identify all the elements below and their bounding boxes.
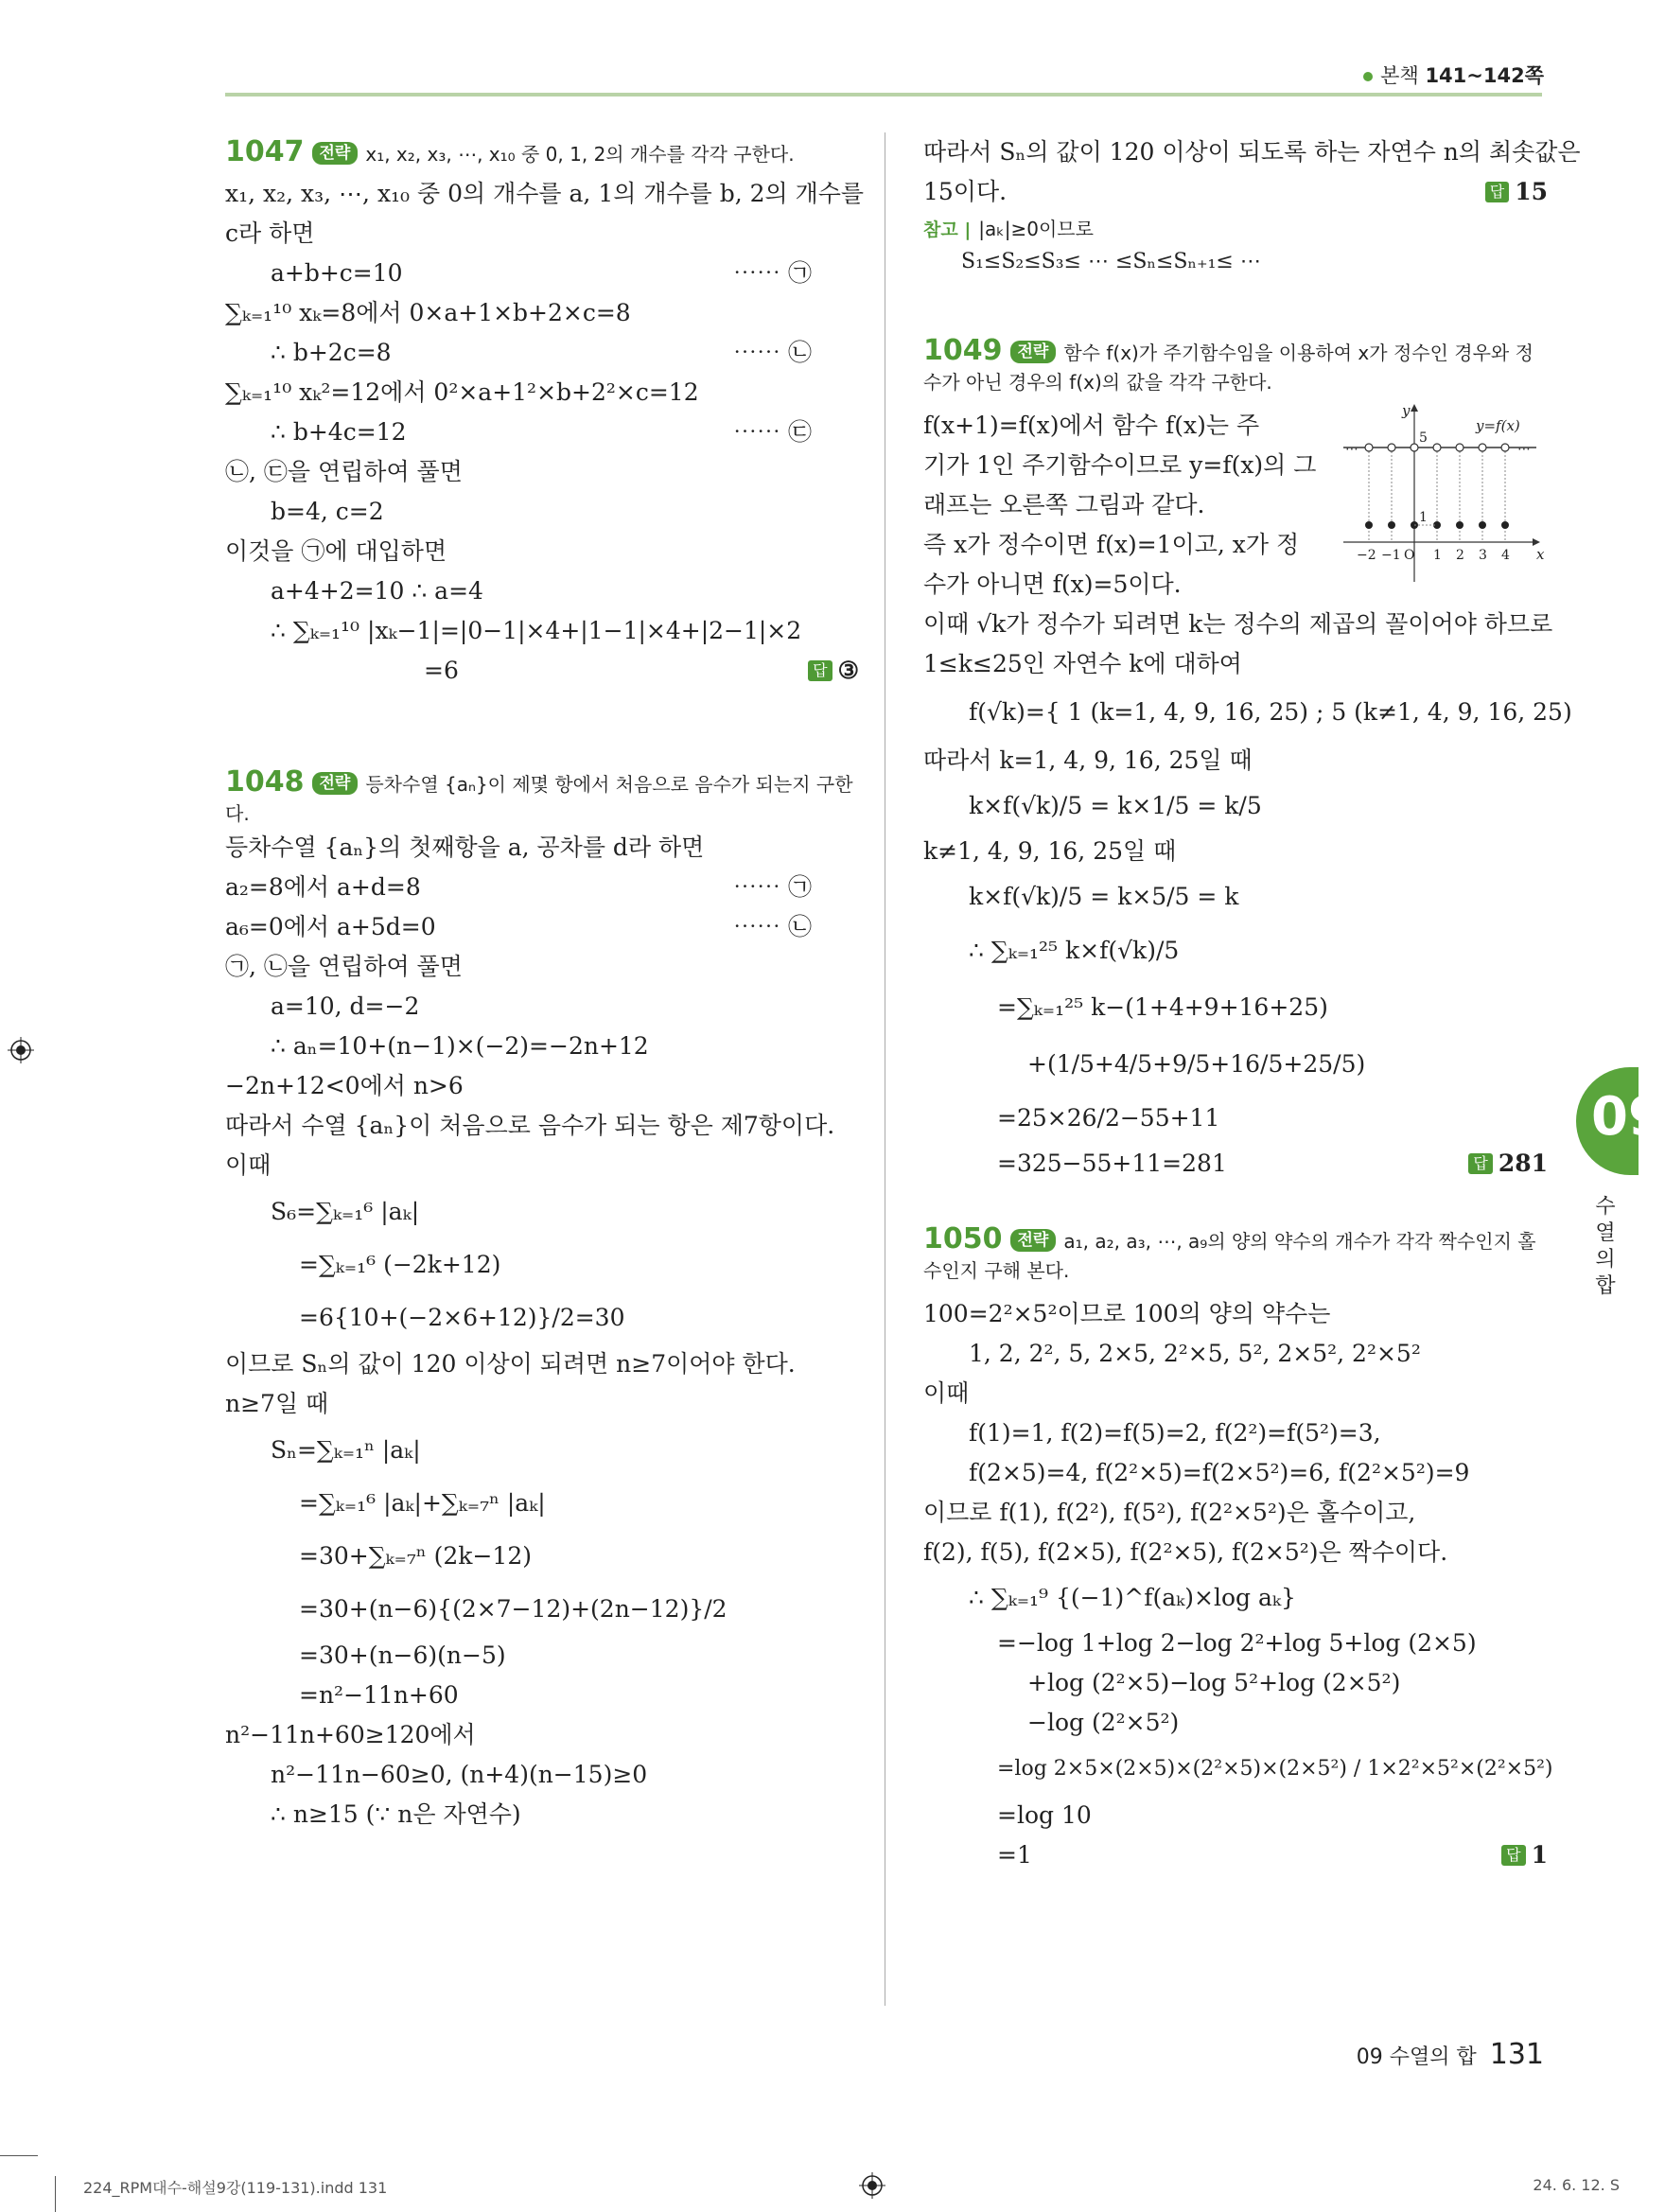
header-pages: 141~142쪽 xyxy=(1425,64,1544,87)
strategy-tag: 전략 xyxy=(312,772,359,795)
strategy-text: 함수 f(x)가 주기함수임을 이용하여 x가 정수인 경우와 정수가 아닌 경우의 f(x)의 값을 각각 구한다. xyxy=(923,342,1534,394)
registration-mark-icon xyxy=(8,1037,34,1063)
x-axis-label: x xyxy=(1536,546,1545,563)
solution-line: x₁, x₂, x₃, ⋯, x₁₀ 중 0의 개수를 a, 1의 개수를 b, 2의 개수를 xyxy=(225,180,865,207)
solution-line: 100=2²×5²이므로 100의 양의 약수는 xyxy=(923,1300,1331,1327)
solution-line: =−log 1+log 2−log 2²+log 5+log (2×5) xyxy=(997,1629,1477,1657)
answer-badge: 답 281 xyxy=(1468,1144,1548,1184)
curve-label: y=f(x) xyxy=(1476,417,1520,434)
solution-line: =log 10 xyxy=(997,1801,1092,1829)
filled-dot xyxy=(1365,521,1373,529)
page-footer xyxy=(1357,2038,1544,2071)
problem-1048-heading xyxy=(225,765,859,828)
solution-line: f(x+1)=f(x)에서 함수 f(x)는 주 xyxy=(923,412,1260,439)
solution-line: f(2×5)=4, f(2²×5)=f(2×5²)=6, f(2²×5²)=9 xyxy=(969,1459,1470,1486)
solution-line: k≠1, 4, 9, 16, 25일 때 xyxy=(923,837,1177,865)
strategy-text: a₁, a₂, a₃, ⋯, a₉의 양의 약수의 개수가 각각 짝수인지 홀수인지 구해 본다. xyxy=(923,1230,1536,1282)
solution-line: S₆=∑ₖ₌₁⁶ |aₖ| xyxy=(271,1198,420,1225)
x-tick-label: −1 xyxy=(1381,548,1401,563)
answer-badge: 답 ③ xyxy=(808,651,859,691)
solution-line: =25×26/2−55+11 xyxy=(997,1104,1220,1132)
solution-line: Sₙ=∑ₖ₌₁ⁿ |aₖ| xyxy=(271,1436,421,1464)
equation-mark: ⋯⋯ ㉠ xyxy=(733,873,812,901)
page-header xyxy=(1363,61,1544,89)
strategy-tag: 전략 xyxy=(312,142,359,165)
solution-line: c라 하면 xyxy=(225,219,315,247)
registration-mark-icon xyxy=(859,2172,885,2199)
solution-line: =30+(n−6)(n−5) xyxy=(299,1641,506,1669)
solution-line: −log (2²×5²) xyxy=(1027,1709,1180,1736)
x-tick-label: 4 xyxy=(1501,548,1510,563)
x-tick-label: 1 xyxy=(1433,548,1442,563)
note-label: 참고 | xyxy=(923,219,972,240)
x-axis-arrow xyxy=(1533,538,1540,546)
problem-number: 1049 xyxy=(923,334,1003,367)
open-dot xyxy=(1479,444,1486,451)
solution-line: ㉡, ㉢을 연립하여 풀면 xyxy=(225,458,463,485)
solution-line: 등차수열 {aₙ}의 첫째항을 a, 공차를 d라 하면 xyxy=(225,834,705,861)
crop-mark xyxy=(55,2176,56,2212)
solution-line: ㉠, ㉡을 연립하여 풀면 xyxy=(225,953,463,980)
chapter-tab-number: 09 xyxy=(1591,1086,1665,1148)
problem-1049-heading xyxy=(923,334,1548,396)
note-line: 참고 | |aₖ|≥0이므로 xyxy=(923,218,1094,240)
answer-badge: 답 1 xyxy=(1501,1835,1548,1875)
solution-line: 이때 xyxy=(225,1151,272,1179)
open-dot xyxy=(1433,444,1441,451)
note-formula: S₁≤S₂≤S₃≤ ⋯ ≤Sₙ≤Sₙ₊₁≤ ⋯ xyxy=(961,250,1261,273)
open-dot xyxy=(1411,444,1418,451)
page-number: 131 xyxy=(1489,2038,1544,2071)
solution-line: 따라서 k=1, 4, 9, 16, 25일 때 xyxy=(923,746,1253,774)
solution-line: =30+(n−6){(2×7−12)+(2n−12)}/2 xyxy=(299,1595,727,1623)
solution-line: ∴ n≥15 (∵ n은 자연수) xyxy=(271,1800,521,1828)
header-section: 본책 xyxy=(1380,64,1419,87)
solution-line: a₂=8에서 a+d=8 ⋯⋯ ㉠ xyxy=(225,868,859,907)
x-tick-label: −2 xyxy=(1357,548,1376,563)
problem-number: 1048 xyxy=(225,765,305,799)
answer-badge: 답 15 xyxy=(1485,172,1548,212)
solution-line: =30+∑ₖ₌₇ⁿ (2k−12) xyxy=(299,1542,532,1570)
solution-line: a=10, d=−2 xyxy=(271,992,420,1020)
filled-dot xyxy=(1388,521,1395,529)
solution-line: =n²−11n+60 xyxy=(299,1681,459,1709)
print-date: 24. 6. 12. S xyxy=(1533,2176,1620,2194)
solution-line: 1, 2, 2², 5, 2×5, 2²×5, 5², 2×5², 2²×5² xyxy=(969,1340,1421,1367)
chapter-tab xyxy=(1576,1067,1665,1175)
equation-mark: ⋯⋯ ㉡ xyxy=(733,339,812,366)
solution-line: =∑ₖ₌₁⁶ (−2k+12) xyxy=(299,1251,501,1278)
footer-chapter: 09 수열의 합 xyxy=(1356,2045,1477,2069)
solution-line: ∴ b+2c=8 ⋯⋯ ㉡ xyxy=(225,333,859,373)
svg-text:⋯: ⋯ xyxy=(1345,442,1358,457)
y-tick-label: 1 xyxy=(1419,510,1428,525)
solution-line: =∑ₖ₌₁⁶ |aₖ|+∑ₖ₌₇ⁿ |aₖ| xyxy=(299,1489,546,1517)
print-slug: 224_RPM대수-해설9강(119-131).indd 131 xyxy=(83,2179,388,2197)
problem-1047-heading xyxy=(225,132,859,174)
solution-line: 따라서 Sₙ의 값이 120 이상이 되도록 하는 자연수 n의 최솟값은 xyxy=(923,138,1581,166)
x-tick-label: 2 xyxy=(1456,548,1464,563)
solution-line: 이때 xyxy=(923,1379,970,1407)
solution-line: a₆=0에서 a+5d=0 ⋯⋯ ㉡ xyxy=(225,907,859,947)
solution-line: f(1)=1, f(2)=f(5)=2, f(2²)=f(5²)=3, xyxy=(969,1419,1381,1447)
solution-line: k×f(√k)/5 = k×5/5 = k xyxy=(969,883,1239,910)
solution-line: 따라서 수열 {aₙ}이 처음으로 음수가 되는 항은 제7항이다. xyxy=(225,1112,835,1139)
solution-line: 이때 √k가 정수가 되려면 k는 정수의 제곱의 꼴이어야 하므로 xyxy=(923,610,1553,638)
solution-line: 15이다. 답 15 xyxy=(923,172,1548,212)
solution-line: ∴ aₙ=10+(n−1)×(−2)=−2n+12 xyxy=(271,1032,649,1060)
equation-mark: ⋯⋯ ㉠ xyxy=(733,259,812,287)
solution-line: 이것을 ㉠에 대입하면 xyxy=(225,537,447,565)
solution-line: ∑ₖ₌₁¹⁰ xₖ²=12에서 0²×a+1²×b+2²×c=12 xyxy=(225,378,699,406)
solution-line: −2n+12<0에서 n>6 xyxy=(225,1072,464,1099)
solution-line: 이므로 f(1), f(2²), f(5²), f(2²×5²)은 홀수이고, xyxy=(923,1499,1416,1526)
solution-line: =6 답 ③ xyxy=(225,651,859,691)
solution-line: b=4, c=2 xyxy=(271,498,384,525)
filled-dot xyxy=(1456,521,1463,529)
crop-mark xyxy=(0,2155,38,2156)
solution-line: ∴ ∑ₖ₌₁¹⁰ |xₖ−1|=|0−1|×4+|1−1|×4+|2−1|×2 xyxy=(271,617,802,644)
solution-line: =log 2×5×(2×5)×(2²×5)×(2×5²) / 1×2²×5²×(2²×5²) xyxy=(997,1757,1553,1781)
solution-line: f(2), f(5), f(2×5), f(2²×5), f(2×5²)은 짝수이다. xyxy=(923,1538,1448,1566)
bullet-icon xyxy=(1363,72,1373,81)
y-axis-label: y xyxy=(1402,402,1411,419)
open-dot xyxy=(1456,444,1463,451)
solution-line: a+b+c=10 ⋯⋯ ㉠ xyxy=(225,254,859,293)
solution-line: +(1/5+4/5+9/5+16/5+25/5) xyxy=(1027,1050,1366,1078)
header-rule xyxy=(225,93,1542,97)
solution-line: ∑ₖ₌₁¹⁰ xₖ=8에서 0×a+1×b+2×c=8 xyxy=(225,299,631,326)
problem-number: 1050 xyxy=(923,1222,1003,1255)
y-axis-arrow xyxy=(1411,404,1418,412)
solution-line: f(√k)={ 1 (k=1, 4, 9, 16, 25) ; 5 (k≠1, 4, 9, 16, 25) xyxy=(969,698,1572,726)
equation-mark: ⋯⋯ ㉢ xyxy=(733,418,812,446)
solution-line: 수가 아니면 f(x)=5이다. xyxy=(923,571,1182,598)
filled-dot xyxy=(1479,521,1486,529)
solution-line: +log (2²×5)−log 5²+log (2×5²) xyxy=(1027,1669,1401,1696)
open-dot xyxy=(1388,444,1395,451)
solution-line: 기가 1인 주기함수이므로 y=f(x)의 그 xyxy=(923,451,1317,479)
solution-line: ∴ ∑ₖ₌₁⁹ {(−1)^f(aₖ)×log aₖ} xyxy=(969,1584,1296,1611)
solution-line: 이므로 Sₙ의 값이 120 이상이 되려면 n≥7이어야 한다. xyxy=(225,1350,796,1378)
origin-label: O xyxy=(1404,548,1415,563)
strategy-text: x₁, x₂, x₃, ⋯, x₁₀ 중 0, 1, 2의 개수를 각각 구한다. xyxy=(365,143,795,166)
problem-number: 1047 xyxy=(225,135,305,168)
solution-line: =325−55+11=281 답 281 xyxy=(923,1144,1548,1184)
solution-line: 즉 x가 정수이면 f(x)=1이고, x가 정 xyxy=(923,531,1300,558)
equation-mark: ⋯⋯ ㉡ xyxy=(733,913,812,940)
solution-line: 1≤k≤25인 자연수 k에 대하여 xyxy=(923,650,1242,677)
graph-svg xyxy=(1343,402,1546,588)
x-tick-label: 3 xyxy=(1479,548,1487,563)
left-column xyxy=(225,132,865,1835)
solution-line: k×f(√k)/5 = k×1/5 = k/5 xyxy=(969,792,1262,819)
y-tick-label: 5 xyxy=(1419,430,1428,446)
filled-dot xyxy=(1501,521,1509,529)
chapter-tab-label: 수열의 합 xyxy=(1595,1195,1616,1298)
strategy-tag: 전략 xyxy=(1010,341,1057,363)
solution-line: =1 답 1 xyxy=(923,1835,1548,1875)
solution-line: =∑ₖ₌₁²⁵ k−(1+4+9+16+25) xyxy=(997,993,1328,1021)
svg-text:⋯: ⋯ xyxy=(1517,442,1531,457)
open-dot xyxy=(1365,444,1373,451)
solution-line: ∴ b+4c=12 ⋯⋯ ㉢ xyxy=(225,413,859,452)
strategy-text: 등차수열 {aₙ}이 제몇 항에서 처음으로 음수가 되는지 구한다. xyxy=(225,773,853,825)
strategy-tag: 전략 xyxy=(1010,1229,1057,1252)
solution-line: n²−11n+60≥120에서 xyxy=(225,1721,476,1748)
solution-line: n≥7일 때 xyxy=(225,1390,329,1417)
solution-line: 래프는 오른쪽 그림과 같다. xyxy=(923,491,1205,518)
solution-line: a+4+2=10 ∴ a=4 xyxy=(271,577,483,605)
solution-line: ∴ ∑ₖ₌₁²⁵ k×f(√k)/5 xyxy=(969,937,1180,964)
right-column xyxy=(923,132,1581,1875)
problem-1050-heading xyxy=(923,1222,1548,1285)
solution-line: =6{10+(−2×6+12)}/2=30 xyxy=(299,1304,625,1331)
periodic-function-graph xyxy=(1343,402,1546,588)
solution-line: n²−11n−60≥0, (n+4)(n−15)≥0 xyxy=(271,1761,648,1788)
open-dot xyxy=(1501,444,1509,451)
